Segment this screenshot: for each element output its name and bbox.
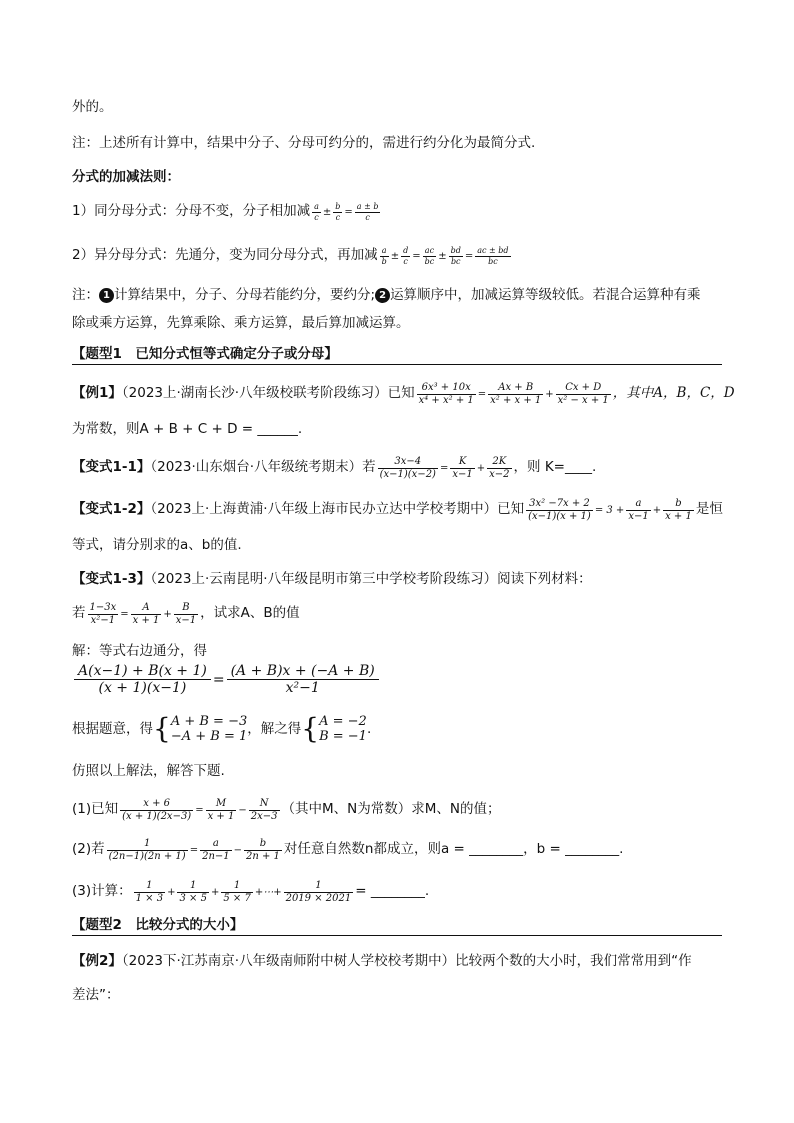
if-label: 若 [72,605,86,621]
question-1-tail: （其中M、N为常数）求M、N的值； [281,801,501,817]
note-part-2: 运算顺序中，加减运算等级较低。若混合运算种有乘 [390,287,701,303]
variant-1-2-source: （2023上·上海黄浦·八年级上海市民办立达中学校考期中）已知 [150,501,525,517]
rule-1-formula: $\frac{a}{c}$ ± $\frac{b}{c}$ = $\frac{a \pm b}{c}$ [314,202,379,222]
system-solution: A = −2 B = −1 [319,714,367,744]
question-1-prefix: (1)已知 [72,801,119,817]
question-1-equation: $\frac{x + 6}{(x + 1)(2x-3)}$ = $\frac{M}{x + 1}$ − $\frac{N}{2x-3}$ [122,798,278,822]
note-part-1: 计算结果中，分子、分母若能约分，要约分; [114,287,376,303]
question-3-prefix: (3)计算： [72,883,132,899]
intro-line: 外的。 [72,99,113,115]
system-intro: 根据题意，得 [72,721,153,737]
solution-intro: 解：等式右边通分，得 [72,643,207,659]
variant-1-1 [72,456,596,480]
imitate-line: 仿照以上解法，解答下题. [72,763,225,779]
section-type-1-title [72,343,722,365]
example-1-tail: ，其中A，B，C，D [612,385,735,401]
variant-1-1-tail: ，则 K=____. [513,459,597,475]
solution-system: 根据题意，得{A + B = −3 −A + B = 1，解之得{A = −2 B = −1. [72,712,372,745]
section-type-2-title [72,914,722,936]
variant-1-2-tag: 【变式1-2】 [72,501,151,517]
rule-2 [72,244,513,268]
variant-1-1-source: （2023·山东烟台·八年级统考期末）若 [150,459,376,475]
question-2-tail: 对任意自然数n都成立，则a = ________，b = ________. [283,841,624,857]
question-3-tail: = ________. [355,883,430,899]
variant-1-2 [72,498,723,522]
example-2-line-2: 差法”： [72,987,120,1003]
circle-1-icon: 1 [99,288,114,303]
if-tail: ，试求A、B的值 [200,605,300,621]
note-prefix: 注： [72,287,99,303]
example-1-tag: 【例1】 [72,385,122,401]
variant-1-3-source: （2023上·云南昆明·八年级昆明市第三中学校考阶段练习）阅读下列材料： [150,571,592,587]
section-divider [72,364,722,365]
variant-1-3-tag: 【变式1-3】 [72,571,151,587]
variant-1-2-line-2: 等式，请分别求的a、b的值. [72,537,242,553]
variant-1-1-tag: 【变式1-1】 [72,459,151,475]
rule-1-label: 1）同分母分式：分母不变，分子相加减 [72,203,311,219]
section-type-2-label: 【题型2 比较分式的大小】 [72,917,244,933]
variant-1-1-equation: $\frac{3x-4}{(x-1)(x-2)}$ = $\frac{K}{x-1}$ + $\frac{2K}{x-2}$ [379,456,510,480]
solution-equation: $\frac{A(x-1) + B(x + 1)}{(x + 1)(x-1)}$ = $\frac{(A + B)x + (-A + B)}{\text{x²−1}}$ [72,664,381,696]
example-1-source: （2023上·湖南长沙·八年级校联考阶段练习）已知 [121,385,415,401]
section-type-1-label: 【题型1 已知分式恒等式确定分子或分母】 [72,346,338,362]
question-2-equation: $\frac{1}{(2n-1)(2n + 1)}$ = $\frac{a}{2n-1}$ − $\frac{b}{2n + 1}$ [108,838,280,862]
question-3 [72,880,429,904]
variant-1-2-tail: 是恒 [695,501,723,517]
example-1-equation: $\frac{\text{6x³ + 10x}}{\text{x⁴ + x² + 1}}$ = $\frac{Ax + B}{\text{x² + x + 1}}$ + $\frac{Cx + D}{\text{x² − x + 1}}$ [418,382,609,406]
rule-2-formula: $\frac{a}{b}$ ± $\frac{d}{c}$ = $\frac{ac}{bc}$ ± $\frac{bd}{bc}$ = $\frac{ac \pm bd}{bc}$ [381,246,509,266]
system-solve: ，解之得 [247,721,302,737]
variant-1-2-equation: $\frac{\text{3x² −7x + 2}}{(x-1)(x + 1)}$ = 3 + $\frac{a}{x-1}$ + $\frac{b}{x + 1}$ [528,498,692,522]
system-equations: A + B = −3 −A + B = 1 [170,714,248,744]
variant-1-3 [72,568,592,590]
variant-1-3-equation: $\frac{1-3x}{\text{x²−1}}$ = $\frac{A}{x + 1}$ + $\frac{B}{x-1}$ [89,602,197,626]
circle-2-icon: 2 [375,288,390,303]
question-1 [72,798,501,822]
question-2 [72,838,623,862]
example-2-source: （2023下·江苏南京·八年级南师附中树人学校校考期中）比较两个数的大小时，我们常常用到“作 [121,953,692,969]
example-1-line-2: 为常数，则A + B + C + D = ______. [72,421,303,437]
add-sub-note-cont: 除或乘方运算，先算乘除、乘方运算，最后算加减运算。 [72,315,410,331]
add-sub-heading: 分式的加减法则： [72,169,180,185]
section-divider [72,935,722,936]
example-2 [72,950,692,972]
question-3-expression: $\frac{1}{1 \times 3}$ + $\frac{1}{3 \times 5}$ + $\frac{1}{5 \times 7}$ +⋯+ $\frac{1}{2019 \times 2021}$ [135,880,352,904]
intro-note: 注：上述所有计算中，结果中分子、分母可约分的，需进行约分化为最简分式. [72,135,536,151]
example-2-tag: 【例2】 [72,953,122,969]
question-2-prefix: (2)若 [72,841,105,857]
example-1 [72,382,735,406]
add-sub-note [72,284,701,306]
rule-1 [72,200,382,224]
rule-2-label: 2）异分母分式：先通分，变为同分母分式，再加减 [72,247,378,263]
variant-1-3-condition [72,602,300,626]
